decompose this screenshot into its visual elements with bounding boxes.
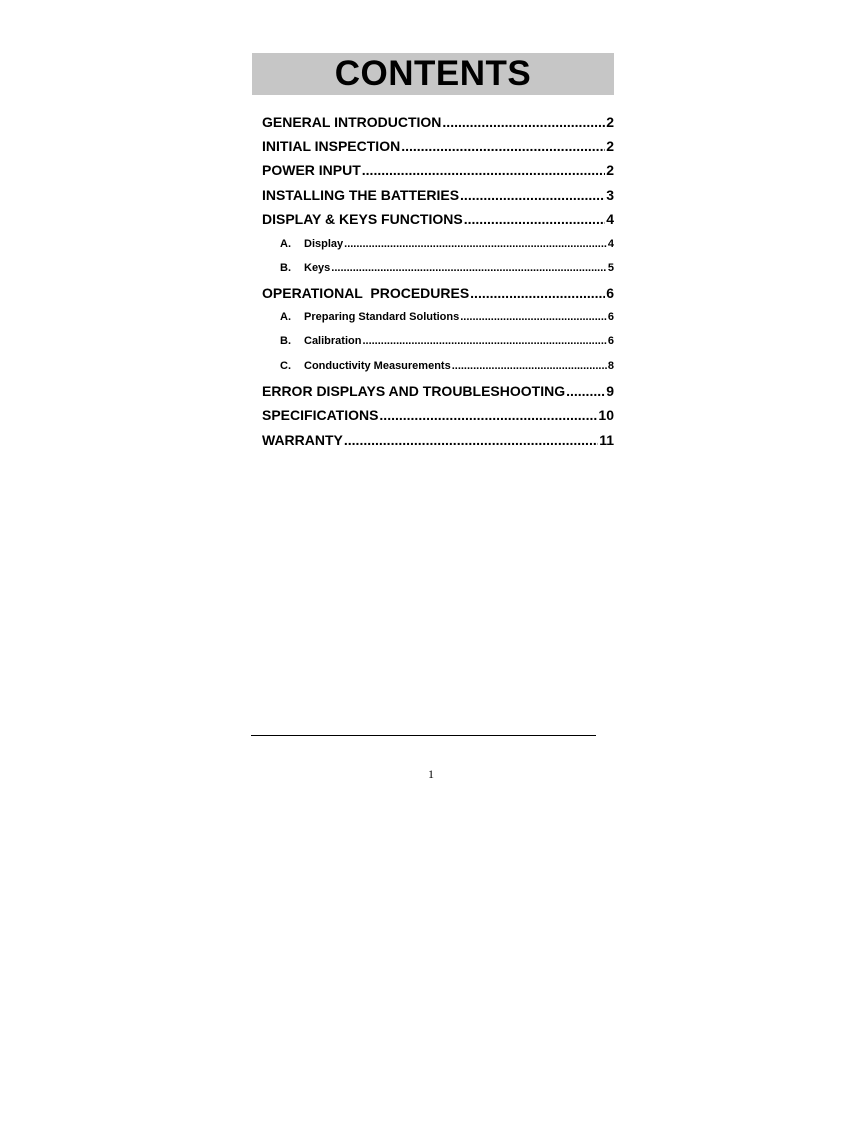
toc-entry-page: 2 (606, 138, 614, 154)
toc-entry-page: 11 (599, 432, 614, 448)
toc-entry-label: SPECIFICATIONS (262, 407, 379, 423)
toc-entry[interactable] (262, 432, 614, 450)
toc-entry-label: INITIAL INSPECTION (262, 138, 401, 154)
dot-leader (331, 262, 607, 274)
toc-entry-letter: B. (280, 335, 291, 347)
dot-leader (460, 311, 607, 323)
dot-leader (362, 162, 605, 178)
dot-leader (362, 335, 606, 347)
dot-leader (470, 285, 605, 301)
toc-entry[interactable] (280, 335, 614, 347)
toc-entry[interactable] (280, 262, 614, 274)
dot-leader (401, 138, 605, 154)
toc-entry-letter: A. (280, 311, 291, 323)
dot-leader (344, 432, 598, 448)
toc-entry[interactable] (262, 187, 614, 205)
toc-entry-label: Display (304, 238, 344, 250)
toc-entry-letter: C. (280, 360, 291, 372)
toc-entry[interactable] (262, 285, 614, 303)
toc-entry-page: 2 (606, 162, 614, 178)
dot-leader (452, 360, 607, 372)
page-number: 1 (428, 767, 434, 781)
dot-leader (566, 383, 605, 399)
dot-leader (460, 187, 605, 203)
toc-entry[interactable] (262, 211, 614, 229)
footer-divider (251, 735, 596, 736)
toc-entry-page: 8 (607, 360, 614, 372)
toc-entry-page: 2 (606, 114, 614, 130)
toc-entry-label: Conductivity Measurements (304, 360, 451, 372)
dot-leader (379, 407, 597, 423)
dot-leader (442, 114, 605, 130)
toc-entry-label: INSTALLING THE BATTERIES (262, 187, 460, 203)
toc-entry-label: GENERAL INTRODUCTION (262, 114, 442, 130)
toc-entry-label: Calibration (304, 335, 362, 347)
toc-entry-label: DISPLAY & KEYS FUNCTIONS (262, 211, 463, 227)
dot-leader (464, 211, 606, 227)
title-banner (252, 53, 614, 95)
toc-entry-letter: A. (280, 238, 291, 250)
toc-entry[interactable] (262, 383, 614, 401)
toc-entry[interactable] (262, 162, 614, 180)
toc-entry[interactable] (280, 311, 614, 323)
toc-entry-page: 5 (607, 262, 614, 274)
toc-entry-label: WARRANTY (262, 432, 343, 448)
toc-entry[interactable] (280, 360, 614, 372)
toc-entry-page: 6 (607, 311, 614, 323)
toc-entry-label: POWER INPUT (262, 162, 361, 178)
toc-entry[interactable] (262, 114, 614, 132)
dot-leader (344, 238, 607, 250)
toc-entry-page: 4 (607, 238, 614, 250)
toc-entry-letter: B. (280, 262, 291, 274)
toc-entry-label: Preparing Standard Solutions (304, 311, 460, 323)
toc-entry[interactable] (262, 407, 614, 425)
page-title: CONTENTS (334, 54, 532, 93)
toc-entry-page: 4 (606, 211, 614, 227)
toc-entry-label: OPERATIONAL PROCEDURES (262, 285, 470, 301)
toc-entry[interactable] (262, 138, 614, 156)
toc-entry-label: Keys (304, 262, 331, 274)
toc-entry-label: ERROR DISPLAYS AND TROUBLESHOOTING (262, 383, 566, 399)
toc-entry-page: 6 (607, 335, 614, 347)
toc-entry[interactable] (280, 238, 614, 250)
toc-entry-page: 10 (598, 407, 614, 423)
toc-entry-page: 6 (606, 285, 614, 301)
toc-entry-page: 3 (606, 187, 614, 203)
toc-entry-page: 9 (606, 383, 614, 399)
